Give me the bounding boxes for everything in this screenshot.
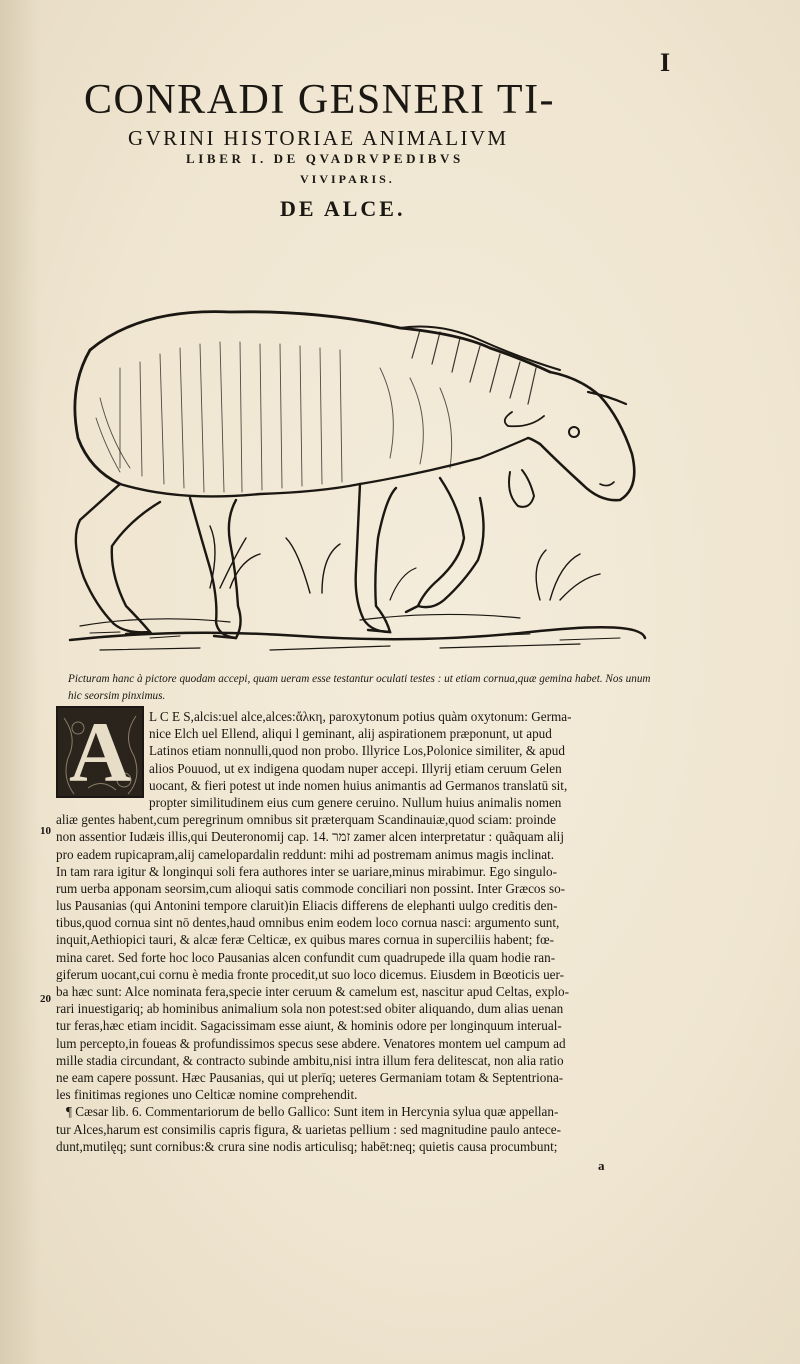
- body-line: ba hæc sunt: Alce nominata fera,specie inter ceruum & camelum est, nascitur apud Celtas, explo-: [56, 984, 570, 999]
- body-line: pro eadem rupicapram,alij camelopardalin reddunt: mihi ad postremam animus magis inclinat.: [56, 846, 555, 862]
- elk-woodcut-illustration: [60, 288, 650, 666]
- body-line: dunt,mutilęq; sunt cornibus:& crura sine nodis articulisq; habēt:neq; quietis causa procumbunt;: [56, 1138, 558, 1154]
- body-line: mina caret. Sed forte hoc loco Pausanias alcen confundit cum quadrupede illa quam hodie ran-: [56, 949, 556, 965]
- line-number-10: 10: [40, 825, 51, 837]
- caption-line-1: Picturam hanc à pictore quodam accepi, quam ueram esse testantur oculati testes : ut etiam cornua,quæ gemina habet. Nos unum: [68, 673, 651, 685]
- title-line-1: CONRADI GESNERI TI-: [84, 77, 556, 123]
- page-gutter-shadow: [0, 0, 40, 1364]
- caption-line-2: hic seorsim pinximus.: [68, 690, 166, 702]
- body-line: lum percepto,in foueas & profundissimos specus sese abdere. Venatores montem uel campum ad: [56, 1035, 566, 1051]
- body-line: Latinos etiam nonnulli,quod non probo. Illyrice Los,Polonice similiter, & apud: [149, 743, 565, 759]
- body-line: tibus,quod cornua sint nō dentes,haud omnibus enim eodem loco cornua nasci: argumento sunt,: [56, 915, 560, 931]
- catchword: a: [598, 1158, 605, 1173]
- body-line: alios Pouuod, ut ex indigena quodam nuper accepi. Illyrij etiam ceruum Gelen: [149, 760, 562, 776]
- body-line: lus Pausanias (qui Antonini tempore claruit)in Eliacis differens de elephanti uulgo creditis den-: [56, 898, 558, 914]
- elk-drawing: [60, 288, 650, 666]
- body-line: rari inuestigariq; ab hominibus animalium sola non potest:sed obiter aliquando, dum alias uenan: [56, 1001, 564, 1017]
- title-line-3: LIBER I. DE QVADRVPEDIBVS: [186, 151, 464, 166]
- line-number-20: 20: [40, 993, 51, 1005]
- body-line: rum uerba apponam seorsim,cum alioqui satis commode conciliari non possint. Inter Græcos so-: [56, 880, 566, 896]
- title-line-2: GVRINI HISTORIAE ANIMALIVM: [128, 126, 509, 150]
- body-line: aliæ gentes habent,cum peregrinum omnibus sit præterquam Scandinauiæ,quod sciam: proinde: [56, 812, 556, 828]
- figure-caption: [68, 671, 668, 705]
- body-line: giferum uocant,cui cornu è media fronte procedit,ut suo loco dicemus. Eiusdem in Bœoticis uer-: [56, 966, 565, 982]
- chapter-heading: DE ALCE.: [280, 196, 406, 221]
- body-line: tur feras,hæc etiam incidit. Sagacissimam esse aiunt, & hominis odore per longinquum interual-: [56, 1018, 562, 1034]
- body-line: non assentior Iudæis illis,qui Deuteronomij cap. 14. זמר zamer alcen interpretatur : quãquam alij: [56, 829, 564, 845]
- body-line: nice Elch uel Ellend, aliqui l geminant, alij aspirationem præponunt, ut apud: [149, 726, 552, 742]
- body-text: [56, 708, 668, 1155]
- body-line: ¶ Cæsar lib. 6. Commentariorum de bello Gallico: Sunt item in Hercynia sylua quæ appellan-: [66, 1104, 559, 1120]
- body-line: les finitimas regiones uno Celticæ nomine comprehendit.: [56, 1087, 358, 1103]
- folio-number: I: [660, 48, 671, 77]
- body-line: tur Alces,harum est consimilis capris figura, & uarietas pellium : sed magnitudine paulo antece-: [56, 1121, 562, 1137]
- body-line: mille stadia circundant, & contracto subinde ambitu,nisi intra illum fera delitescat, non alia ratio: [56, 1052, 564, 1068]
- initial-letter: A: [68, 706, 132, 798]
- title-line-4: VIVIPARIS.: [300, 172, 395, 186]
- body-line: uocant, & fieri potest ut inde nomen huius animantis ad Germanos translatū sit,: [149, 777, 568, 793]
- body-line: ne eam capere possunt. Hæc Pausanias, qui ut plerīq; ueteres Germaniam totam & Septentriona-: [56, 1069, 564, 1085]
- body-line: In tam rara igitur & longinqui soli fera authores inter se uariare,minus mirabimur. Ego singulo-: [56, 863, 558, 879]
- body-line: L C E S,alcis:uel alce,alces:ἄλκη, paroxytonum potius quàm oxytonum: Germa-: [149, 709, 572, 724]
- body-line: inquit,Aethiopici tauri, & alcæ feræ Celticæ, ex quibus mares cornua in superciliis habent; fœ-: [56, 932, 555, 948]
- body-line: propter similitudinem eius cum genere ceruino. Nullum huius animalis nomen: [149, 794, 562, 810]
